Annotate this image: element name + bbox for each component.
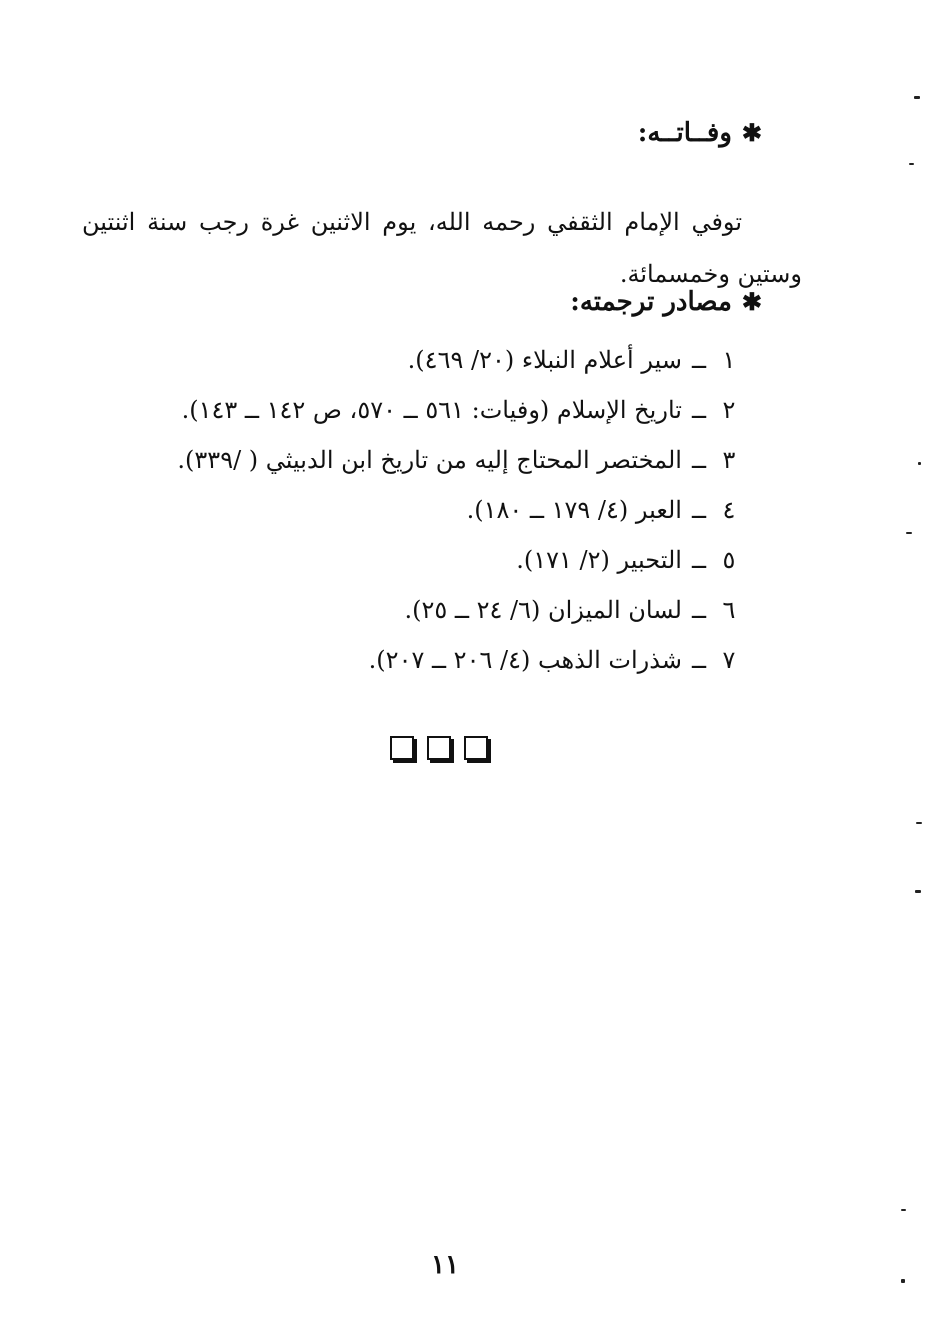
item-dash: ــ	[691, 546, 706, 574]
list-item	[62, 340, 742, 390]
list-item	[62, 390, 742, 440]
scan-speck	[901, 1209, 906, 1211]
item-number: ٧	[722, 646, 736, 674]
list-item	[62, 440, 742, 490]
item-dash: ــ	[691, 496, 706, 524]
scan-speck	[914, 96, 920, 99]
item-dash: ــ	[691, 646, 706, 674]
item-number: ١	[722, 346, 736, 374]
asterisk-bullet-icon: ✱	[741, 287, 762, 316]
item-number: ٢	[722, 396, 736, 424]
item-text: تاريخ الإسلام (وفيات: ٥٦١ ــ ٥٧٠، ص ١٤٢ ــ ١٤٣).	[181, 396, 682, 424]
item-text: العبر (٤/ ١٧٩ ــ ١٨٠).	[466, 496, 682, 524]
page-number: ١١	[431, 1250, 459, 1280]
death-heading-text: وفــاتــه:	[637, 118, 732, 148]
scan-speck	[901, 1279, 905, 1283]
item-text: شذرات الذهب (٤/ ٢٠٦ ــ ٢٠٧).	[368, 646, 682, 674]
item-text: سير أعلام النبلاء (٢٠/ ٤٦٩).	[407, 346, 682, 374]
list-item	[62, 490, 742, 540]
item-dash: ــ	[691, 346, 706, 374]
item-text: لسان الميزان (٦/ ٢٤ ــ ٢٥).	[404, 596, 682, 624]
section-end-ornament	[390, 736, 488, 760]
item-text: المختصر المحتاج إليه من تاريخ ابن الدبيثي ( /٣٣٩).	[177, 446, 682, 474]
death-paragraph: توفي الإمام الثقفي رحمه الله، يوم الاثنين غرة رجب سنة اثنتين وستين وخمسمائة.	[82, 208, 802, 288]
scan-speck	[918, 462, 921, 465]
item-number: ٣	[722, 446, 736, 474]
scan-speck	[915, 890, 921, 893]
item-number: ٤	[722, 496, 736, 524]
square-ornament-icon	[390, 736, 414, 760]
item-dash: ــ	[691, 396, 706, 424]
asterisk-bullet-icon: ✱	[741, 118, 762, 147]
list-item	[62, 590, 742, 640]
item-number: ٥	[722, 546, 736, 574]
square-ornament-icon	[427, 736, 451, 760]
scan-speck	[916, 822, 922, 824]
scan-speck	[906, 532, 912, 534]
sources-heading	[570, 287, 762, 317]
list-item	[62, 640, 742, 690]
item-dash: ــ	[691, 596, 706, 624]
scan-speck	[909, 163, 914, 165]
death-heading	[638, 118, 762, 148]
sources-list	[62, 340, 742, 690]
item-dash: ــ	[691, 446, 706, 474]
item-number: ٦	[722, 596, 736, 624]
list-item	[62, 540, 742, 590]
item-text: التحبير (٢/ ١٧١).	[516, 546, 682, 574]
square-ornament-icon	[464, 736, 488, 760]
sources-heading-text: مصادر ترجمته:	[570, 287, 732, 317]
